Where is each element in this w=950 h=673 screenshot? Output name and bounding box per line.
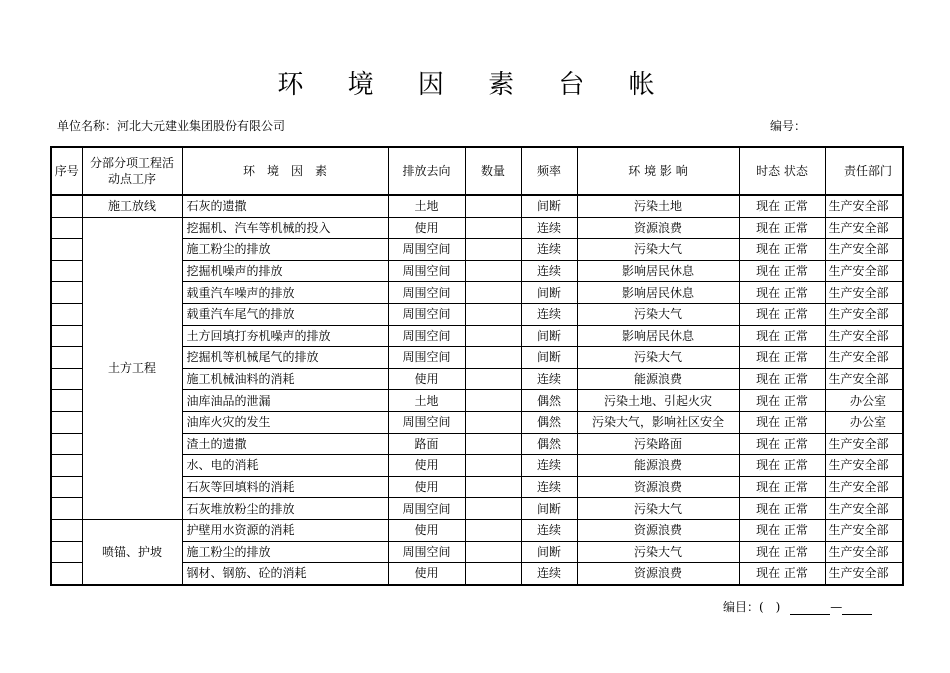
discharge-cell: 使用 [388, 455, 465, 477]
dept-cell: 生产安全部 [825, 282, 904, 304]
impact-cell: 污染大气 [577, 541, 739, 563]
quantity-cell [465, 325, 521, 347]
seq-cell [51, 325, 82, 347]
dept-cell: 办公室 [825, 390, 904, 412]
header-activity: 分部分项工程活动点工序 [82, 147, 182, 195]
factor-cell: 施工粉尘的排放 [182, 239, 388, 261]
freq-cell: 间断 [521, 282, 577, 304]
dept-cell: 生产安全部 [825, 519, 904, 541]
environment-factor-table [50, 146, 904, 586]
table-row [51, 195, 904, 217]
tense-state-cell: 现在 正常 [739, 433, 825, 455]
factor-cell: 挖掘机、汽车等机械的投入 [182, 217, 388, 239]
discharge-cell: 使用 [388, 563, 465, 585]
discharge-cell: 使用 [388, 217, 465, 239]
impact-cell: 污染大气 [577, 498, 739, 520]
factor-cell: 护壁用水资源的消耗 [182, 519, 388, 541]
table-wrapper [50, 146, 904, 586]
impact-cell: 污染大气 [577, 239, 739, 261]
header-discharge: 排放去向 [388, 147, 465, 195]
tense-state-cell: 现在 正常 [739, 411, 825, 433]
factor-cell: 载重汽车尾气的排放 [182, 303, 388, 325]
impact-cell: 资源浪费 [577, 563, 739, 585]
freq-cell: 偶然 [521, 390, 577, 412]
quantity-cell [465, 519, 521, 541]
impact-cell: 能源浪费 [577, 368, 739, 390]
seq-cell [51, 239, 82, 261]
quantity-cell [465, 541, 521, 563]
freq-cell: 连续 [521, 368, 577, 390]
quantity-cell [465, 563, 521, 585]
dept-cell: 生产安全部 [825, 541, 904, 563]
tense-state-cell: 现在 正常 [739, 541, 825, 563]
seq-cell [51, 282, 82, 304]
unit-name: 单位名称：河北大元建业集团股份有限公司 [57, 119, 286, 133]
discharge-cell: 周围空间 [388, 498, 465, 520]
freq-cell: 间断 [521, 541, 577, 563]
freq-cell: 间断 [521, 347, 577, 369]
freq-cell: 偶然 [521, 433, 577, 455]
dept-cell: 生产安全部 [825, 239, 904, 261]
tense-state-cell: 现在 正常 [739, 347, 825, 369]
impact-cell: 影响居民休息 [577, 260, 739, 282]
quantity-cell [465, 433, 521, 455]
dept-cell: 生产安全部 [825, 195, 904, 217]
seq-cell [51, 390, 82, 412]
factor-cell: 油库火灾的发生 [182, 411, 388, 433]
tense-state-cell: 现在 正常 [739, 455, 825, 477]
seq-cell [51, 347, 82, 369]
footer-blank-1 [790, 602, 830, 615]
tense-state-cell: 现在 正常 [739, 239, 825, 261]
header-frequency: 频率 [521, 147, 577, 195]
discharge-cell: 周围空间 [388, 260, 465, 282]
discharge-cell: 使用 [388, 476, 465, 498]
impact-cell: 污染土地、引起火灾 [577, 390, 739, 412]
tense-state-cell: 现在 正常 [739, 260, 825, 282]
dept-cell: 生产安全部 [825, 563, 904, 585]
header-quantity: 数量 [465, 147, 521, 195]
seq-cell [51, 195, 82, 217]
freq-cell: 连续 [521, 519, 577, 541]
dept-cell: 生产安全部 [825, 347, 904, 369]
seq-cell [51, 433, 82, 455]
impact-cell: 污染土地 [577, 195, 739, 217]
header-factor: 环 境 因 素 [182, 147, 388, 195]
factor-cell: 渣土的遗撒 [182, 433, 388, 455]
impact-cell: 影响居民休息 [577, 325, 739, 347]
tense-state-cell: 现在 正常 [739, 368, 825, 390]
discharge-cell: 周围空间 [388, 303, 465, 325]
dept-cell: 生产安全部 [825, 368, 904, 390]
discharge-cell: 土地 [388, 390, 465, 412]
seq-cell [51, 368, 82, 390]
freq-cell: 连续 [521, 239, 577, 261]
freq-cell: 连续 [521, 217, 577, 239]
tense-state-cell: 现在 正常 [739, 563, 825, 585]
seq-cell [51, 260, 82, 282]
seq-cell [51, 541, 82, 563]
freq-cell: 间断 [521, 325, 577, 347]
quantity-cell [465, 411, 521, 433]
impact-cell: 污染大气 [577, 347, 739, 369]
code-label: 编号： [770, 119, 807, 133]
dept-cell: 生产安全部 [825, 217, 904, 239]
discharge-cell: 周围空间 [388, 541, 465, 563]
quantity-cell [465, 368, 521, 390]
dept-cell: 生产安全部 [825, 455, 904, 477]
tense-state-cell: 现在 正常 [739, 390, 825, 412]
seq-cell [51, 411, 82, 433]
page-title: 环 境 因 素 台 帐 [277, 70, 673, 100]
header-tense-state: 时态 状态 [739, 147, 825, 195]
impact-cell: 资源浪费 [577, 476, 739, 498]
quantity-cell [465, 476, 521, 498]
quantity-cell [465, 195, 521, 217]
discharge-cell: 使用 [388, 519, 465, 541]
freq-cell: 连续 [521, 476, 577, 498]
discharge-cell: 土地 [388, 195, 465, 217]
tense-state-cell: 现在 正常 [739, 217, 825, 239]
factor-cell: 土方回填打夯机噪声的排放 [182, 325, 388, 347]
impact-cell: 污染大气 [577, 303, 739, 325]
table-row [51, 519, 904, 541]
group-cell: 施工放线 [82, 195, 182, 217]
tense-state-cell: 现在 正常 [739, 195, 825, 217]
quantity-cell [465, 239, 521, 261]
factor-cell: 施工机械油料的消耗 [182, 368, 388, 390]
group-cell: 土方工程 [82, 217, 182, 519]
factor-cell: 石灰堆放粉尘的排放 [182, 498, 388, 520]
seq-cell [51, 563, 82, 585]
seq-cell [51, 498, 82, 520]
quantity-cell [465, 282, 521, 304]
impact-cell: 资源浪费 [577, 519, 739, 541]
seq-cell [51, 455, 82, 477]
seq-cell [51, 519, 82, 541]
freq-cell: 连续 [521, 260, 577, 282]
quantity-cell [465, 390, 521, 412]
header-dept: 责任部门 [825, 147, 904, 195]
discharge-cell: 周围空间 [388, 347, 465, 369]
factor-cell: 石灰等回填料的消耗 [182, 476, 388, 498]
tense-state-cell: 现在 正常 [739, 303, 825, 325]
footer-catalog [723, 598, 872, 615]
discharge-cell: 周围空间 [388, 282, 465, 304]
factor-cell: 挖掘机等机械尾气的排放 [182, 347, 388, 369]
discharge-cell: 路面 [388, 433, 465, 455]
dept-cell: 生产安全部 [825, 325, 904, 347]
quantity-cell [465, 260, 521, 282]
freq-cell: 偶然 [521, 411, 577, 433]
impact-cell: 影响居民休息 [577, 282, 739, 304]
quantity-cell [465, 455, 521, 477]
freq-cell: 连续 [521, 455, 577, 477]
header-impact: 环 境 影 响 [577, 147, 739, 195]
freq-cell: 连续 [521, 563, 577, 585]
freq-cell: 间断 [521, 498, 577, 520]
dept-cell: 生产安全部 [825, 498, 904, 520]
seq-cell [51, 476, 82, 498]
tense-state-cell: 现在 正常 [739, 282, 825, 304]
quantity-cell [465, 303, 521, 325]
quantity-cell [465, 498, 521, 520]
tense-state-cell: 现在 正常 [739, 498, 825, 520]
impact-cell: 污染路面 [577, 433, 739, 455]
freq-cell: 连续 [521, 303, 577, 325]
dept-cell: 生产安全部 [825, 476, 904, 498]
tense-state-cell: 现在 正常 [739, 476, 825, 498]
dept-cell: 生产安全部 [825, 303, 904, 325]
factor-cell: 油库油品的泄漏 [182, 390, 388, 412]
discharge-cell: 使用 [388, 368, 465, 390]
quantity-cell [465, 217, 521, 239]
discharge-cell: 周围空间 [388, 411, 465, 433]
footer-label: 编目：( ) [723, 600, 781, 614]
freq-cell: 间断 [521, 195, 577, 217]
impact-cell: 能源浪费 [577, 455, 739, 477]
tense-state-cell: 现在 正常 [739, 325, 825, 347]
seq-cell [51, 303, 82, 325]
table-row [51, 217, 904, 239]
footer-blank-2 [842, 602, 872, 615]
dept-cell: 生产安全部 [825, 433, 904, 455]
factor-cell: 施工粉尘的排放 [182, 541, 388, 563]
group-cell: 喷锚、护坡 [82, 519, 182, 584]
header-row [51, 147, 904, 195]
discharge-cell: 周围空间 [388, 325, 465, 347]
tense-state-cell: 现在 正常 [739, 519, 825, 541]
factor-cell: 载重汽车噪声的排放 [182, 282, 388, 304]
factor-cell: 钢材、钢筋、砼的消耗 [182, 563, 388, 585]
factor-cell: 石灰的遗撒 [182, 195, 388, 217]
factor-cell: 挖掘机噪声的排放 [182, 260, 388, 282]
dept-cell: 生产安全部 [825, 260, 904, 282]
dept-cell: 办公室 [825, 411, 904, 433]
impact-cell: 资源浪费 [577, 217, 739, 239]
factor-cell: 水、电的消耗 [182, 455, 388, 477]
seq-cell [51, 217, 82, 239]
footer-dash: — [830, 600, 843, 614]
discharge-cell: 周围空间 [388, 239, 465, 261]
quantity-cell [465, 347, 521, 369]
header-seq: 序号 [51, 147, 82, 195]
impact-cell: 污染大气，影响社区安全 [577, 411, 739, 433]
